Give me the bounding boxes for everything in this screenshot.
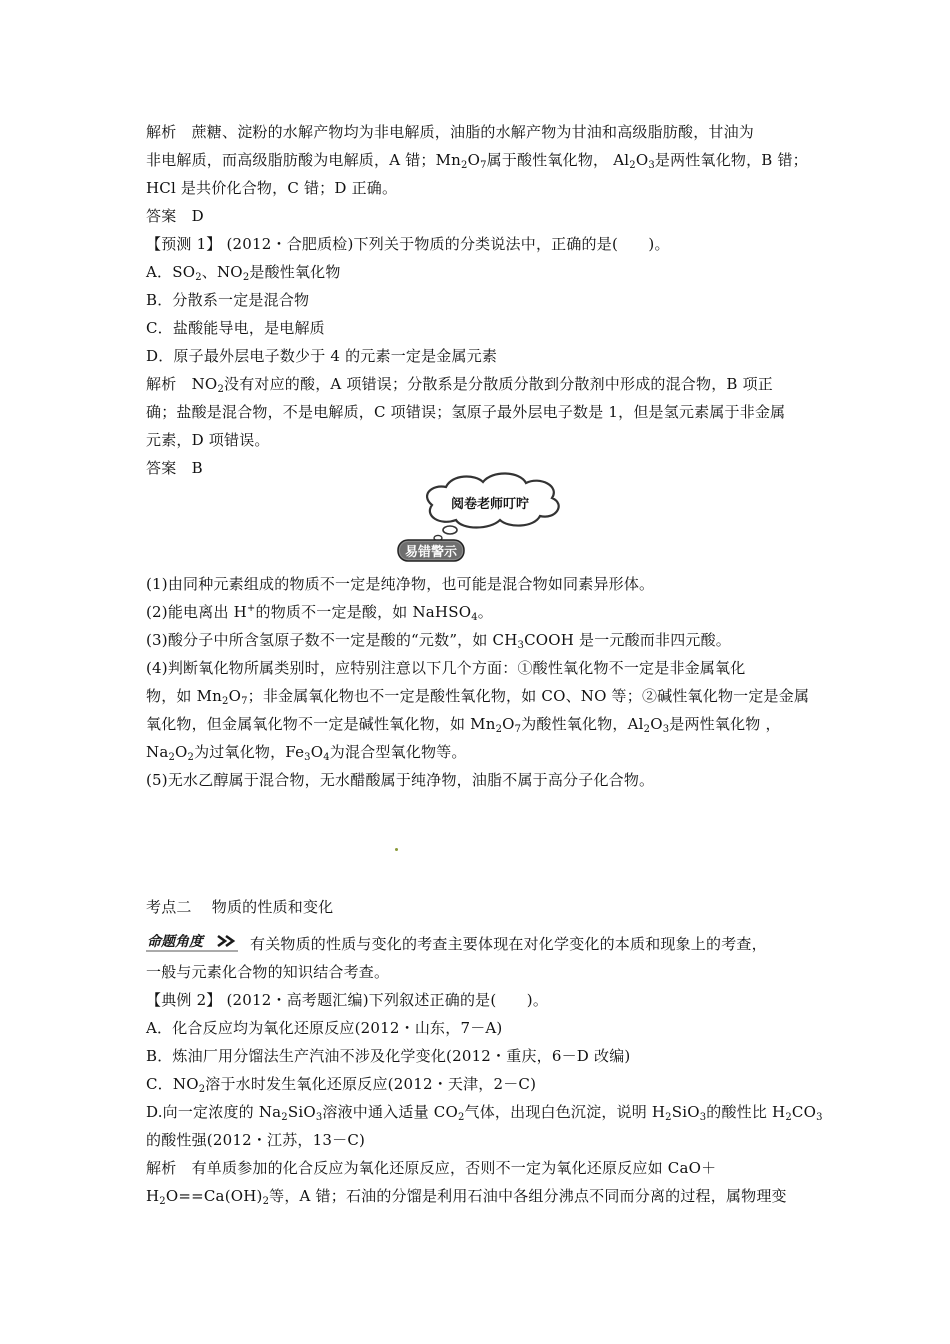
intro-line: 一般与元素化合物的知识结合考查。: [146, 963, 390, 981]
analysis-line: 元素，D 项错误。: [146, 431, 270, 449]
option-b: B．分散系一定是混合物: [146, 291, 310, 309]
note-4: (4)判断氧化物所属类别时，应特别注意以下几个方面：①酸性氧化物不一定是非金属氧化: [146, 659, 746, 677]
option-a: A．化合反应均为氧化还原反应(2012・山东，7－A): [146, 1019, 503, 1037]
option-a: A．$SO_2$、$NO_2$是酸性氧化物: [146, 263, 341, 283]
option-d-cont: 的酸性强(2012・江苏，13－C): [146, 1131, 366, 1149]
answer-line: 答案 B: [146, 459, 203, 477]
option-c: C．盐酸能导电，是电解质: [146, 319, 325, 337]
answer-line: 答案 D: [146, 207, 204, 225]
note-4-cont: 氧化物，但金属氧化物不一定是碱性氧化物，如 $Mn_2O_7$为酸性氧化物，$Al_2O_3$是两性氧化物 ，: [146, 715, 781, 735]
thought-cloud: [427, 473, 559, 540]
option-d: D.向一定浓度的 $Na_2SiO_3$溶液中通入适量 $CO_2$气体，出现白色沉淀，说明 $H_2SiO_3$的酸性比 $H_2CO_3$: [146, 1103, 823, 1123]
note-3: (3)酸分子中所含氢原子数不一定是酸的“元数”，如 $CH_3COOH$ 是一元酸而非四元酸。: [146, 631, 732, 651]
option-d: D．原子最外层电子数少于 4 的元素一定是金属元素: [146, 347, 498, 365]
cloud-label: 阅卷老师叮咛: [450, 497, 530, 512]
warning-label: 易错警示: [404, 545, 458, 560]
option-c: C．$NO_2$溶于水时发生氧化还原反应(2012・天津，2－C): [146, 1075, 537, 1095]
intro-line: 有关物质的性质与变化的考查主要体现在对化学变化的本质和现象上的考查，: [250, 935, 767, 953]
note-4-cont: 物，如 $Mn_2O_7$；非金属氧化物也不一定是酸性氧化物，如 CO、NO 等；②碱性氧化物一定是金属: [146, 687, 810, 707]
analysis-line: 非电解质，而高级脂肪酸为电解质，A 错；$Mn_2O_7$属于酸性氧化物， $Al_2O_3$是两性氧化物，B 错；: [146, 151, 808, 171]
analysis-line: 解析 $NO_2$没有对应的酸，A 项错误；分散系是分散质分散到分散剂中形成的混合物，B 项正: [146, 375, 773, 395]
analysis-line: $H_2O==Ca(OH)_2$等，A 错；石油的分馏是利用石油中各组分沸点不同而分离的过程，属物理变: [146, 1187, 787, 1207]
note-1: (1)由同种元素组成的物质不一定是纯净物，也可能是混合物如同素异形体。: [146, 575, 655, 593]
warning-graphic: [0, 0, 950, 580]
analysis-line: 确；盐酸是混合物，不是电解质，C 项错误；氢原子最外层电子数是 1，但是氢元素属于非金属: [146, 403, 786, 421]
analysis-line: 解析 有单质参加的化合反应为氧化还原反应，否则不一定为氧化还原反应如 CaO＋: [146, 1159, 717, 1177]
section-heading: 考点二 物质的性质和变化: [146, 898, 334, 916]
stray-dot: [395, 848, 398, 851]
badge-label: 命题角度: [147, 934, 203, 950]
analysis-line: 解析 蔗糖、淀粉的水解产物均为非电解质，油脂的水解产物为甘油和高级脂肪酸，甘油为: [146, 123, 755, 141]
question-title: 【预测 1】 (2012・合肥质检)下列关于物质的分类说法中，正确的是( )。: [146, 235, 670, 253]
note-5: (5)无水乙醇属于混合物，无水醋酸属于纯净物，油脂不属于高分子化合物。: [146, 771, 655, 789]
analysis-line: HCl 是共价化合物，C 错；D 正确。: [146, 179, 398, 197]
option-b: B．炼油厂用分馏法生产汽油不涉及化学变化(2012・重庆，6－D 改编): [146, 1047, 631, 1065]
note-2: (2)能电离出 H+的物质不一定是酸，如 NaHSO$_4$。: [146, 603, 493, 623]
question-title: 【典例 2】 (2012・高考题汇编)下列叙述正确的是( )。: [146, 991, 549, 1009]
note-4-cont: $Na_2O_2$为过氧化物，$Fe_3O_4$为混合型氧化物等。: [146, 743, 467, 763]
warning-badge: [398, 540, 464, 561]
topic-angle-badge: [146, 930, 242, 952]
